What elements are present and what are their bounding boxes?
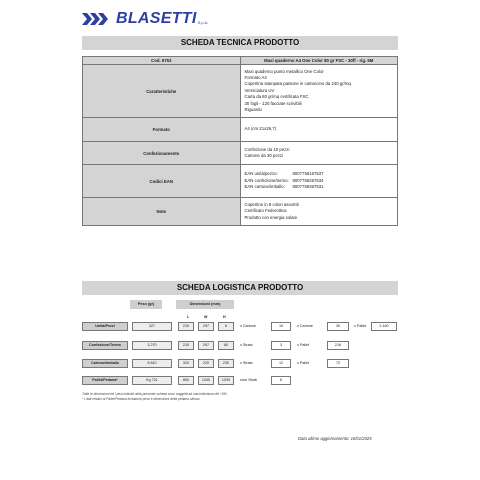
log-b-label: x Cartone: [297, 324, 313, 328]
log-dim-l: 215: [178, 341, 194, 350]
feature-line: Verniciatura UV: [244, 87, 275, 93]
code-row: [83, 57, 398, 65]
note-line: Certificato Federottica: [244, 208, 287, 214]
log-dim-l: 800: [178, 376, 194, 385]
dim-letter-h: H: [223, 315, 226, 319]
log-row-label: Unità/Pezzi: [82, 322, 128, 331]
log-dim-l: 320: [178, 359, 194, 368]
tech-row-notes: [83, 198, 398, 226]
last-updated: Data ultimo aggiornamento: 16/01/2025: [298, 436, 372, 441]
format-line: A4 (cm 21x29,7): [244, 126, 277, 132]
note-pallet: * I dati relativi al Pallet/Pedana includono peso e dimensioni della pedana stessa: [82, 396, 200, 401]
tech-label-format: Formato: [83, 118, 241, 142]
feature-line: 30 fogli - 120 facciate scrivibili: [244, 100, 302, 106]
log-row-label: Confezione/Termo: [82, 341, 128, 350]
log-dim-h: 1030: [218, 376, 234, 385]
log-b-value: 30: [327, 322, 349, 331]
dim-letter-w: W: [204, 315, 208, 319]
feature-line: Carta da 80 gr/mq certificata FSC: [244, 94, 309, 100]
tech-row-format: [83, 118, 398, 142]
brand-name: BLASETTI: [116, 10, 197, 27]
log-b-label: x Pallet: [297, 343, 310, 347]
tech-value-packaging: [240, 142, 398, 165]
packaging-line: Cartone da 30 pezzi: [244, 153, 283, 158]
tech-sheet-title: SCHEDA TECNICA PRODOTTO: [82, 36, 398, 50]
log-weight: 3.270: [132, 341, 172, 350]
log-a-value: 6: [271, 376, 291, 385]
ean-key: EAN confezione/termo:: [244, 177, 289, 183]
packaging-line: Confezione da 10 pezzi: [244, 146, 290, 152]
brand-chevrons-icon: [82, 13, 114, 25]
log-a-label: x Strato: [240, 343, 253, 347]
brand-suffix: S.p.A.: [197, 20, 209, 25]
log-b-label: x Pallet: [297, 361, 310, 365]
feature-line: Riguardo: [244, 107, 262, 113]
ean-value: 8007758167537: [292, 171, 324, 177]
tech-value-notes: [240, 198, 398, 226]
log-a-value: 10: [271, 322, 291, 331]
log-dim-l: 210: [178, 322, 194, 331]
note-line: Copertine in 8 colori assortiti: [244, 201, 299, 207]
log-b-value: 72: [327, 359, 349, 368]
log-dim-w: 1200: [198, 376, 214, 385]
note-line: Prodotto con energia solare: [244, 214, 298, 220]
log-a-label: num Strati: [240, 378, 257, 382]
log-dim-w: 297: [198, 322, 214, 331]
tech-label-notes: Note: [83, 198, 241, 226]
ean-key: EAN cartone/imballo:: [244, 184, 285, 190]
note-tolerance: Tutte le dimensioni ed i pesi indicati nella presente scheda sono soggetti ad una tolleranza del +5%: [82, 392, 227, 396]
log-c-label: x Pallet: [354, 324, 367, 328]
log-dim-h: 6: [218, 322, 234, 331]
tech-value-features: [240, 65, 398, 118]
col-weight-header: Peso (gr): [130, 300, 162, 309]
logistics-notes: [82, 392, 227, 401]
ean-row: [245, 184, 394, 190]
log-dim-h: 60: [218, 341, 234, 350]
log-a-value: 12: [271, 359, 291, 368]
logistics-title: SCHEDA LOGISTICA PRODOTTO: [82, 281, 398, 295]
log-weight: 9.810: [132, 359, 172, 368]
brand-logo: [82, 10, 209, 28]
log-weight: 327: [132, 322, 172, 331]
ean-value: 8007758367531: [292, 184, 324, 190]
log-row-label: Pallet/Pedana*: [82, 376, 128, 385]
product-name: Maxi quaderno A4 One Color 80 gr FSC - 30ff - rig. 5M: [240, 57, 398, 65]
tech-label-packaging: Confezionamento: [83, 142, 241, 165]
tech-row-ean: [83, 165, 398, 198]
feature-line: Formato A4: [244, 74, 267, 80]
log-a-value: 3: [271, 341, 291, 350]
log-a-label: x Strato: [240, 361, 253, 365]
dim-letter-l: L: [187, 315, 190, 319]
log-dim-w: 297: [198, 341, 214, 350]
ean-key: EAN unità/pezzo:: [244, 171, 278, 177]
product-code: Cod. 6753: [83, 57, 241, 65]
tech-value-ean: [240, 165, 398, 198]
log-dim-h: 230: [218, 359, 234, 368]
log-weight: Kg 721: [132, 376, 172, 385]
tech-value-format: [240, 118, 398, 142]
log-row-label: Cartone/Imballo: [82, 359, 128, 368]
tech-sheet-table: [82, 56, 398, 226]
tech-row-packaging: [83, 142, 398, 165]
log-c-value: 2.160: [371, 322, 397, 331]
feature-line: Copertina stampata pantone in cartoncino da 240 gr/mq: [244, 81, 351, 87]
tech-label-features: Caratteristiche: [83, 65, 241, 118]
ean-value: 8007758267534: [292, 177, 324, 183]
col-dims-header: Dimensioni (mm): [176, 300, 234, 309]
log-dim-w: 220: [198, 359, 214, 368]
log-b-value: 216: [327, 341, 349, 350]
tech-label-ean: Codici EAN: [83, 165, 241, 198]
log-a-label: x Cartone: [240, 324, 256, 328]
tech-row-features: [83, 65, 398, 118]
feature-line: Maxi quaderno punto metallico One Color: [244, 68, 324, 74]
